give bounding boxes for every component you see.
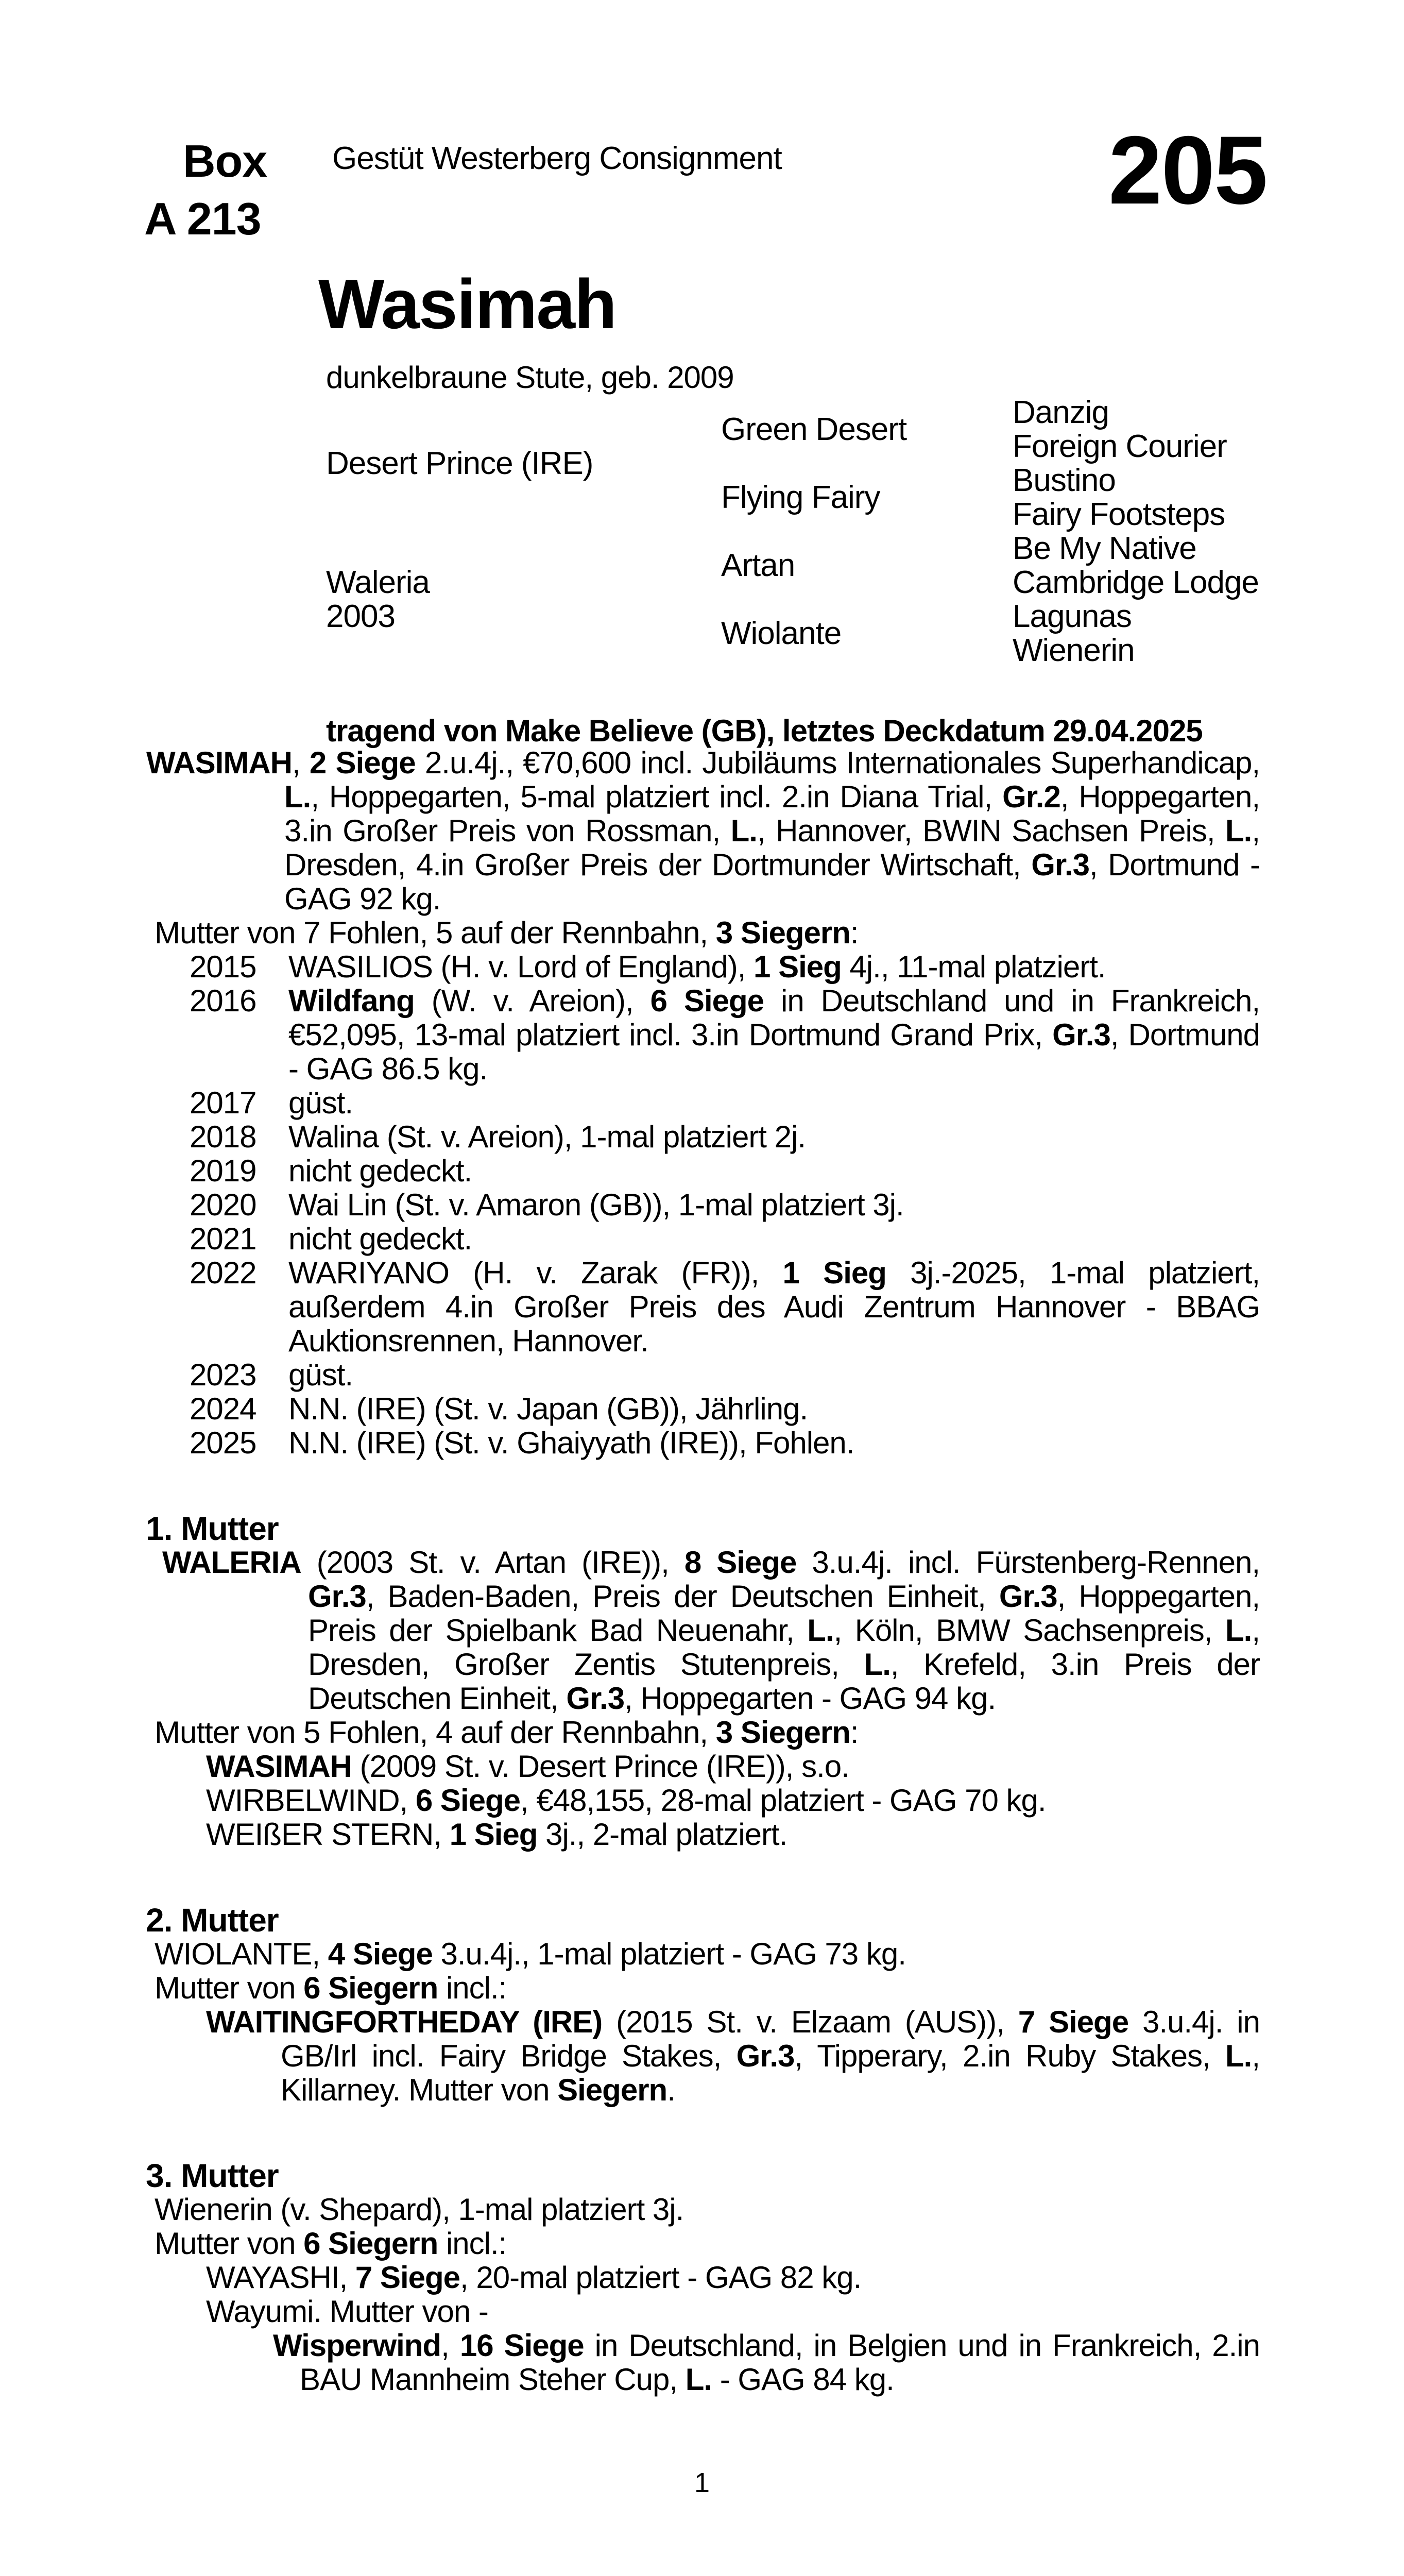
foal-text: Walina (St. v. Areion), 1-mal platziert 2j. xyxy=(288,1120,806,1154)
dam-heading-3: 3. Mutter xyxy=(146,2157,279,2194)
pedigree-gen3-5: Be My Native xyxy=(1013,531,1196,566)
foal-row xyxy=(144,1426,1260,1460)
dam-paragraph: WALERIA (2003 St. v. Artan (IRE)), 8 Siege 3.u.4j. incl. Fürstenberg-Rennen, Gr.3, Baden-Baden, Preis der Deutschen Einheit, Gr.3, Hoppegarten, Preis der Spielbank Bad Neuenahr, L., Köln, BMW Sachsenpreis, L., Dresden, Großer Zentis Stutenpreis, L., Krefeld, 3.in Preis der Deutschen Einheit, Gr.3, Hoppegarten - GAG 94 kg. xyxy=(162,1545,1260,1716)
foal-row xyxy=(144,1154,1260,1188)
pedigree-gen3-1: Danzig xyxy=(1013,395,1109,430)
foal-text: N.N. (IRE) (St. v. Japan (GB)), Jährling. xyxy=(288,1392,808,1426)
foal-text: Wai Lin (St. v. Amaron (GB)), 1-mal platziert 3j. xyxy=(288,1188,904,1222)
produce-list xyxy=(144,950,1260,1460)
horse-name: Wasimah xyxy=(318,265,617,343)
foal-text: nicht gedeckt. xyxy=(288,1154,472,1188)
pedigree-gen3-2: Foreign Courier xyxy=(1013,429,1227,464)
foal-row xyxy=(144,1256,1260,1358)
foal-year: 2016 xyxy=(190,984,256,1018)
dam-paragraph: Mutter von 6 Siegern incl.: xyxy=(155,2226,507,2261)
dam-heading-1: 1. Mutter xyxy=(146,1510,279,1547)
foal-row xyxy=(144,1358,1260,1392)
foal-row xyxy=(144,950,1260,984)
foal-text: güst. xyxy=(288,1086,353,1120)
foal-year: 2022 xyxy=(190,1256,256,1290)
horse-description: dunkelbraune Stute, geb. 2009 xyxy=(326,360,734,395)
foal-year: 2018 xyxy=(190,1120,256,1154)
foal-year: 2023 xyxy=(190,1358,256,1392)
covering-line: tragend von Make Believe (GB), letztes Deckdatum 29.04.2025 xyxy=(326,714,1203,748)
dam-paragraph: WAITINGFORTHEDAY (IRE) (2015 St. v. Elzaam (AUS)), 7 Siege 3.u.4j. in GB/Irl incl. Fairy Bridge Stakes, Gr.3, Tipperary, 2.in Ruby Stakes, L., Killarney. Mutter von Siegern. xyxy=(206,2005,1260,2107)
race-record-paragraph: WASIMAH, 2 Siege 2.u.4j., €70,600 incl. Jubiläums Internationales Superhandicap, L., Hoppegarten, 5-mal platziert incl. 2.in Diana Trial, Gr.2, Hoppegarten, 3.in Großer Preis von Rossman, L., Hannover, BWIN Sachsen Preis, L., Dresden, 4.in Großer Preis der Dortmunder Wirtschaft, Gr.3, Dortmund - GAG 92 kg. xyxy=(146,745,1260,916)
foal-year: 2024 xyxy=(190,1392,256,1426)
dam-paragraph: Wayumi. Mutter von - xyxy=(206,2294,488,2329)
dams-container xyxy=(144,1512,1260,2397)
dam-paragraph: Wisperwind, 16 Siege in Deutschland, in Belgien und in Frankreich, 2.in BAU Mannheim Steher Cup, L. - GAG 84 kg. xyxy=(273,2328,1260,2397)
dam-heading-2: 2. Mutter xyxy=(146,1902,279,1939)
foal-row xyxy=(144,1222,1260,1256)
dam-paragraph: Mutter von 6 Siegern incl.: xyxy=(155,1971,507,2005)
pedigree-dam: Waleria 2003 xyxy=(326,565,430,634)
pedigree-gen2-1: Green Desert xyxy=(721,412,907,447)
box-label: Box xyxy=(183,135,267,187)
dam-paragraph: WIOLANTE, 4 Siege 3.u.4j., 1-mal platziert - GAG 73 kg. xyxy=(155,1937,906,1971)
dam-paragraph: WAYASHI, 7 Siege, 20-mal platziert - GAG 82 kg. xyxy=(206,2260,862,2295)
foal-year: 2015 xyxy=(190,950,256,984)
page-number: 1 xyxy=(694,2467,710,2498)
pedigree-gen3-8: Wienerin xyxy=(1013,633,1135,668)
foal-row xyxy=(144,1188,1260,1222)
consignment-name: Gestüt Westerberg Consignment xyxy=(332,141,782,176)
pedigree-gen3-3: Bustino xyxy=(1013,463,1116,498)
foal-row xyxy=(144,1120,1260,1154)
dam-paragraph: Mutter von 5 Fohlen, 4 auf der Rennbahn, 3 Siegern: xyxy=(155,1715,859,1750)
dam-paragraph: WEIßER STERN, 1 Sieg 3j., 2-mal platziert. xyxy=(206,1817,787,1852)
foal-text: WARIYANO (H. v. Zarak (FR)), 1 Sieg 3j.-2025, 1-mal platziert, außerdem 4.in Großer Preis des Audi Zentrum Hannover - BBAG Auktionsrennen, Hannover. xyxy=(288,1256,1260,1358)
produce-dam-line: Mutter von 7 Fohlen, 5 auf der Rennbahn, 3 Siegern: xyxy=(155,916,859,950)
pedigree-table xyxy=(326,396,1261,668)
foal-row xyxy=(144,1086,1260,1120)
pedigree-gen3-6: Cambridge Lodge xyxy=(1013,565,1259,600)
dam-paragraph: WASIMAH (2009 St. v. Desert Prince (IRE)), s.o. xyxy=(206,1749,849,1784)
foal-year: 2020 xyxy=(190,1188,256,1222)
pedigree-gen2-2: Flying Fairy xyxy=(721,480,880,515)
pedigree-sire: Desert Prince (IRE) xyxy=(326,446,593,481)
foal-text: N.N. (IRE) (St. v. Ghaiyyath (IRE)), Fohlen. xyxy=(288,1426,854,1460)
foal-row xyxy=(144,1392,1260,1426)
pedigree-gen3-4: Fairy Footsteps xyxy=(1013,497,1225,532)
foal-text: Wildfang (W. v. Areion), 6 Siege in Deutschland und in Frankreich, €52,095, 13-mal platziert incl. 3.in Dortmund Grand Prix, Gr.3, Dortmund - GAG 86.5 kg. xyxy=(288,984,1260,1086)
lot-number: 205 xyxy=(1108,116,1267,224)
foal-year: 2021 xyxy=(190,1222,256,1256)
foal-text: WASILIOS (H. v. Lord of England), 1 Sieg 4j., 11-mal platziert. xyxy=(288,950,1106,984)
foal-text: nicht gedeckt. xyxy=(288,1222,472,1256)
foal-text: güst. xyxy=(288,1358,353,1392)
foal-year: 2019 xyxy=(190,1154,256,1188)
pedigree-gen3-7: Lagunas xyxy=(1013,599,1132,634)
dam-paragraph: WIRBELWIND, 6 Siege, €48,155, 28-mal platziert - GAG 70 kg. xyxy=(206,1783,1046,1818)
box-number: A 213 xyxy=(144,193,261,244)
pedigree-gen2-4: Wiolante xyxy=(721,616,842,651)
foal-row xyxy=(144,984,1260,1086)
dam-paragraph: Wienerin (v. Shepard), 1-mal platziert 3j. xyxy=(155,2192,684,2227)
pedigree-gen2-3: Artan xyxy=(721,548,795,583)
record-body xyxy=(144,746,1260,2397)
foal-year: 2017 xyxy=(190,1086,256,1120)
foal-year: 2025 xyxy=(190,1426,256,1460)
